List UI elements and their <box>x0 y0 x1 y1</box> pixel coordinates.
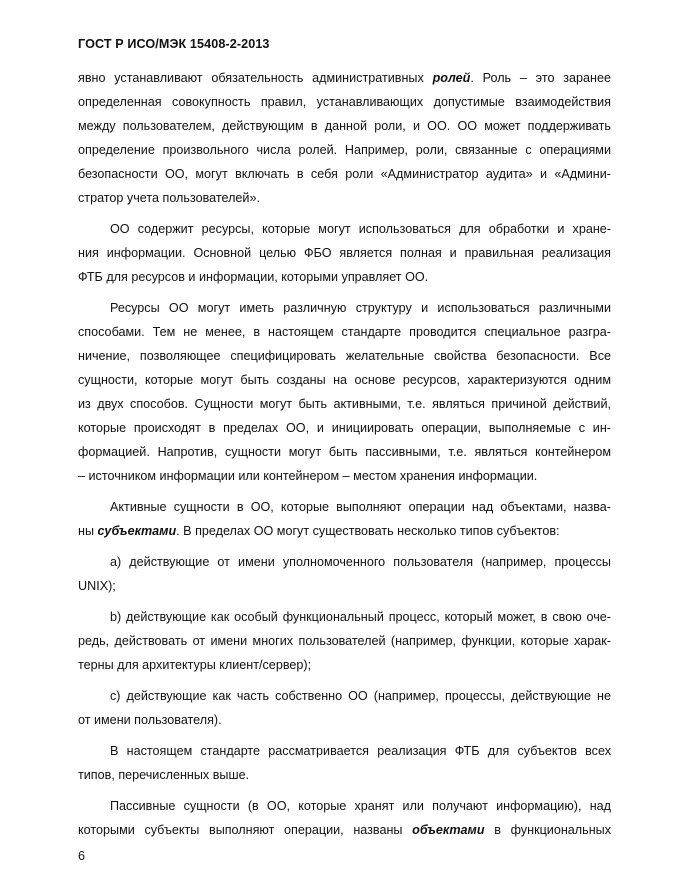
text-line: типов, перечисленных выше. <box>78 768 250 782</box>
text-line: В настоящем стандарте рассматривается реализация ФТБ для субъектов всех <box>110 744 611 758</box>
text-line: определение произвольного числа ролей. Например, роли, связанные с операциями <box>78 143 611 157</box>
text-line: ОО содержит ресурсы, которые могут использоваться для обработки и хране- <box>110 222 611 236</box>
text-line: UNIX); <box>78 579 116 593</box>
text-line: от имени пользователя). <box>78 713 222 727</box>
text-line: терны для архитектуры клиент/сервер); <box>78 658 312 672</box>
text-line: которые происходят в пределах ОО, и инициировать операции, выполняемые с ин- <box>78 421 611 435</box>
text-line: между пользователем, действующим в данной роли, и ОО. ОО может поддерживать <box>78 119 611 133</box>
text-line: из двух способов. Сущности могут быть активными, т.е. являться причиной действий, <box>78 397 611 411</box>
page-number: 6 <box>78 849 86 863</box>
text-line: явно устанавливают обязательность административных ролей. Роль – это заранее <box>78 71 612 85</box>
term-objects: объектами <box>412 823 485 837</box>
text-line: ФТБ для ресурсов и информации, которыми управляет ОО. <box>78 270 429 284</box>
text-line: ны субъектами. В пределах ОО могут существовать несколько типов субъектов: <box>78 524 560 538</box>
text-line: редь, действовать от имени многих пользователей (например, функции, которые харак- <box>78 634 611 648</box>
text-line: – источником информации или контейнером – местом хранения информации. <box>78 469 538 483</box>
term-roles: ролей <box>432 71 471 85</box>
text-line: которыми субъекты выполняют операции, названы объектами в функциональных <box>78 823 611 837</box>
list-item-c: c) действующие как часть собственно ОО (например, процессы, действующие не <box>110 689 611 703</box>
text-line: определенная совокупность правил, устанавливающих допустимые взаимодействия <box>78 95 611 109</box>
list-item-a: a) действующие от имени уполномоченного пользователя (например, процессы <box>110 555 611 569</box>
text-line: ния информации. Основной целью ФБО является полная и правильная реализация <box>78 246 611 260</box>
text-line: Активные сущности в ОО, которые выполняют операции над объектами, назва- <box>110 500 611 514</box>
text-line: способами. Тем не менее, в настоящем стандарте проводится специальное разгра- <box>78 325 611 339</box>
document-header: ГОСТ Р ИСО/МЭК 15408-2-2013 <box>78 37 270 51</box>
text-line: Пассивные сущности (в ОО, которые хранят или получают информацию), над <box>110 799 611 813</box>
text-line: сущности, которые могут быть созданы на основе ресурсов, характеризуются одним <box>78 373 611 387</box>
text-line: ничение, позволяющее специфицировать желательные свойства безопасности. Все <box>78 349 611 363</box>
text-line: безопасности ОО, могут включать в себя роли «Администратор аудита» и «Админи- <box>78 167 611 181</box>
text-line: формацией. Напротив, сущности могут быть пассивными, т.е. являться контейнером <box>78 445 611 459</box>
text-line: стратор учета пользователей». <box>78 191 260 205</box>
list-item-b: b) действующие как особый функциональный процесс, который может, в свою оче- <box>110 610 611 624</box>
term-subjects: субъектами <box>97 524 177 538</box>
text-line: Ресурсы ОО могут иметь различную структуру и использоваться различными <box>110 301 611 315</box>
